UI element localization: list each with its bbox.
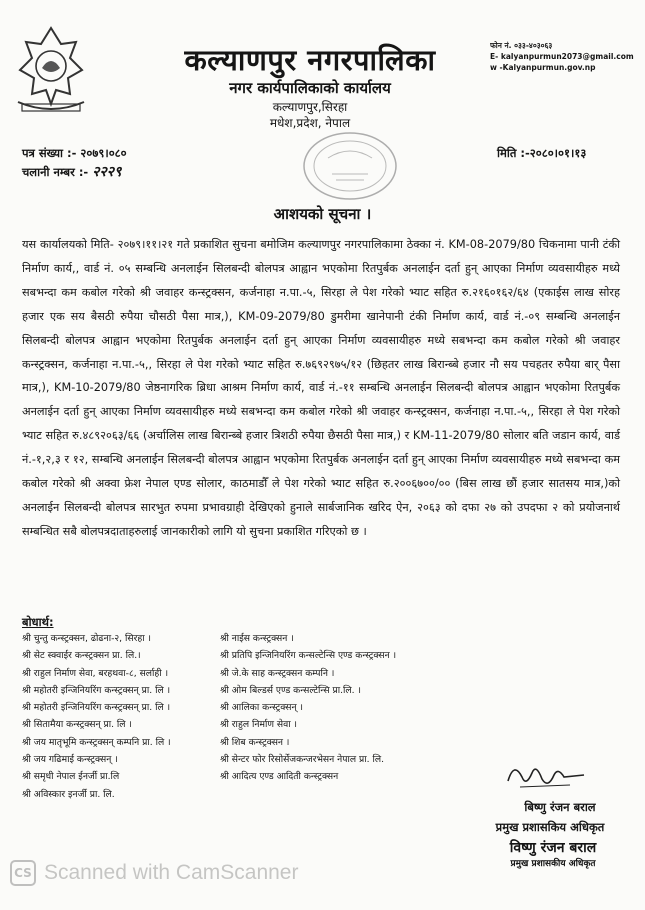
- cc-item: श्री शिब कन्स्ट्रक्सन ।: [220, 736, 290, 748]
- chalani-label: चलानी नम्बर :-: [22, 165, 89, 179]
- office-seal-stamp: [298, 128, 402, 204]
- watermark-text: Scanned with CamScanner: [44, 861, 299, 884]
- contact-email: E- kalyanpurmun2073@gmail.com: [490, 52, 634, 61]
- cc-item: श्री महोतरी इन्जिनियरिंग कन्स्ट्रक्सन् प्रा. लि ।: [22, 684, 171, 696]
- chalani-value: २२२९: [92, 164, 122, 180]
- cc-item: श्री सेन्टर फोर रिसोर्सेजकन्जरभेसन नेपाल प्रा. लि.: [220, 754, 384, 766]
- cc-item: श्री राहुल निर्माण सेवा ।: [220, 719, 297, 731]
- cc-item: श्री राहुल निर्माण सेवा, बरहथवा-८, सर्लाही ।: [22, 667, 169, 679]
- signatory-title: प्रमुख प्रशासकिय अधिकृत: [495, 820, 605, 834]
- address-line-2: मधेश,प्रदेश, नेपाल: [269, 116, 351, 130]
- cc-item: श्री आलिका कन्स्ट्रक्सन् ।: [220, 702, 303, 714]
- contact-web: w -Kalyanpurmun.gov.np: [490, 63, 596, 72]
- cc-item: श्री आदित्य एण्ड आदिती कन्स्ट्रक्सन: [220, 771, 339, 783]
- bodharth-label: बोधार्थ:: [22, 615, 54, 629]
- notice-heading: आशयको सूचना ।: [273, 205, 372, 223]
- cc-item: श्री जे.के साह कन्स्ट्रक्सन कम्पनि ।: [220, 667, 335, 679]
- cc-list-left: [22, 630, 217, 803]
- cc-item: श्री जय मातृभूमि कन्स्ट्रक्सन् कम्पनि प्रा. लि ।: [22, 736, 171, 748]
- signatory-name: बिष्णु रंजन बराल: [524, 800, 596, 814]
- cc-item: श्री जय गढिमाई कन्स्ट्रक्सन् ।: [22, 754, 118, 766]
- contact-phone: फोन नं. ०३३-४०३०६३: [490, 41, 553, 50]
- cc-item: श्री महोतरी इन्जिनियरिंग कन्स्ट्रक्सन् प्रा. लि ।: [22, 702, 171, 714]
- cc-item: श्री प्रतिपि इन्जिनियरिंग कन्सल्टेन्सि एण्ड कन्स्ट्रक्सन ।: [220, 650, 397, 662]
- issue-date: मिति :-२०८०।०१।१३: [497, 146, 587, 160]
- camscanner-watermark: [10, 860, 298, 886]
- cc-item: श्री सेट स्क्वाईर कन्स्ट्रक्सन प्रा. लि.।: [22, 650, 141, 662]
- cc-item: श्री चुन्तु कन्स्ट्रक्सन, ढोढना-२, सिरहा ।: [22, 633, 152, 644]
- municipality-title: कल्याणपुर नगरपालिका: [184, 43, 436, 77]
- patra-sankhya: पत्र संख्या :- २०७९।०८०: [22, 146, 127, 160]
- address-line-1: कल्याणपुर,सिरहा: [272, 100, 348, 114]
- signatory-stamp-name: विष्णु रंजन बराल: [509, 840, 597, 856]
- handwritten-signature: [500, 755, 590, 795]
- contact-block: [490, 40, 642, 73]
- nepal-emblem-icon: [12, 24, 90, 114]
- office-subtitle: नगर कार्यपालिकाको कार्यालय: [229, 79, 391, 97]
- cc-item: श्री अविस्कार इनर्जी प्रा. लि.: [22, 788, 115, 800]
- signatory-stamp-title: प्रमुख प्रशासकीय अधिकृत: [510, 859, 596, 869]
- cc-item: श्री नाईस कन्स्ट्रक्सन ।: [220, 633, 294, 644]
- cc-item: श्री समृधी नेपाल ईनर्जी प्रा.लि: [22, 771, 120, 783]
- camscanner-logo-icon: CS: [10, 860, 36, 886]
- notice-body: यस कार्यालयको मिति- २०७९।११।२१ गते प्रकाशित सुचना बमोजिम कल्याणपुर नगरपालिकामा ठेक्का नं. KM-08-2079/80 चिकनामा पानी टंकी निर्माण कार्य,, वार्ड नं. ०५ सम्बन्धि अनलाईन सिलबन्दी बोलपत्र आह्वान भएकोमा रितपुर्बक अनलाईन दर्ता हुन् आएका निर्माण व्यवसायीहरु मध्ये सबभन्दा कम कबोल गरेको श्री जवाहर कन्स्ट्रक्सन, कर्जनाहा न.पा.-५, सिरहा ले पेश गरेको भ्याट सहित रु.२१६०१६२/६४ (एकाईस लाख सोरह हजार एक सय बैसठी रुपैया चौसठी पैसा मात्र,), KM-09-2079/80 डुमरीमा खानेपानी टंकी निर्माण कार्य, वार्ड नं.-०९ सम्बन्धि अनलाईन सिलबन्दी बोलपत्र आह्वान भएकोमा रितपुर्बक अनलाईन दर्ता हुन् आएका निर्माण व्यवसायीहरु मध्ये सबभन्दा कम कबोल गरेको श्री जवाहर कन्स्ट्रक्सन, कर्जनाहा न.पा.-५,, सिरहा ले पेश गरेको भ्याट सहित रु.७६९२९७५/१२ (छिहतर लाख बिरान्ब्बे हजार नौ सय पचहतर रुपैया बार् पैसा मात्र,), KM-10-2079/80 जेष्ठनागरिक ब्रिधा आश्रम निर्माण कार्य, वार्ड नं.-११ सम्बन्धि अनलाईन सिलबन्दी बोलपत्र आह्वान भएकोमा रितपुर्बक अनलाईन दर्ता हुन् आएका निर्माण व्यवसायीहरु मध्ये सबभन्दा कम कबोल गरेको श्री जवाहर कन्स्ट्रक्सन, कर्जनाहा न.पा.-५,, सिरहा ले पेश गरेको भ्याट सहित रु.४८९२०६३/६६ (अर्चालिस लाख बिरान्ब्बे हजार त्रिशठी रुपैया छैसठी पैसा मात्र,) र KM-11-2079/80 सोलार बति जडान कार्य, वार्ड नं.-१,२,३ र १२, सम्बन्धि अनलाईन सिलबन्दी बोलपत्र आह्वान भएकोमा रितपुर्बक अनलाईन दर्ता हुन् आएका निर्माण व्यवसायीहरु मध्ये सबभन्दा कम कबोल गरेको श्री अक्वा फ्रेश नेपाल एण्ड सोलार, काठमाडौँ ले पेश गरेको भ्याट सहित रु.२००६७००/०० (बिस लाख छौं हजार सातसय मात्र,)को अनलाईन सिलबन्दी बोलपत्र सारभुत रुपमा प्रभावग्राही देखिएको हुनाले सार्बजानिक खरिद ऐन, २०६३ को दफा २७ को उपदफा २ को प्रयोजनार्थ सम्बन्धित सबै बोलपत्रदाताहरुलाई जानकारीको लागि यो सुचना प्रकाशित गरिएको छ ।: [22, 238, 620, 538]
- cc-item: श्री ओम बिल्डर्स एण्ड कन्सल्टेन्सि प्रा.लि. ।: [220, 684, 361, 696]
- cc-list-right: [220, 630, 490, 786]
- cc-item: श्री सितामैया कन्स्ट्रक्सन् प्रा. लि ।: [22, 719, 132, 731]
- chalani-number: [22, 162, 121, 181]
